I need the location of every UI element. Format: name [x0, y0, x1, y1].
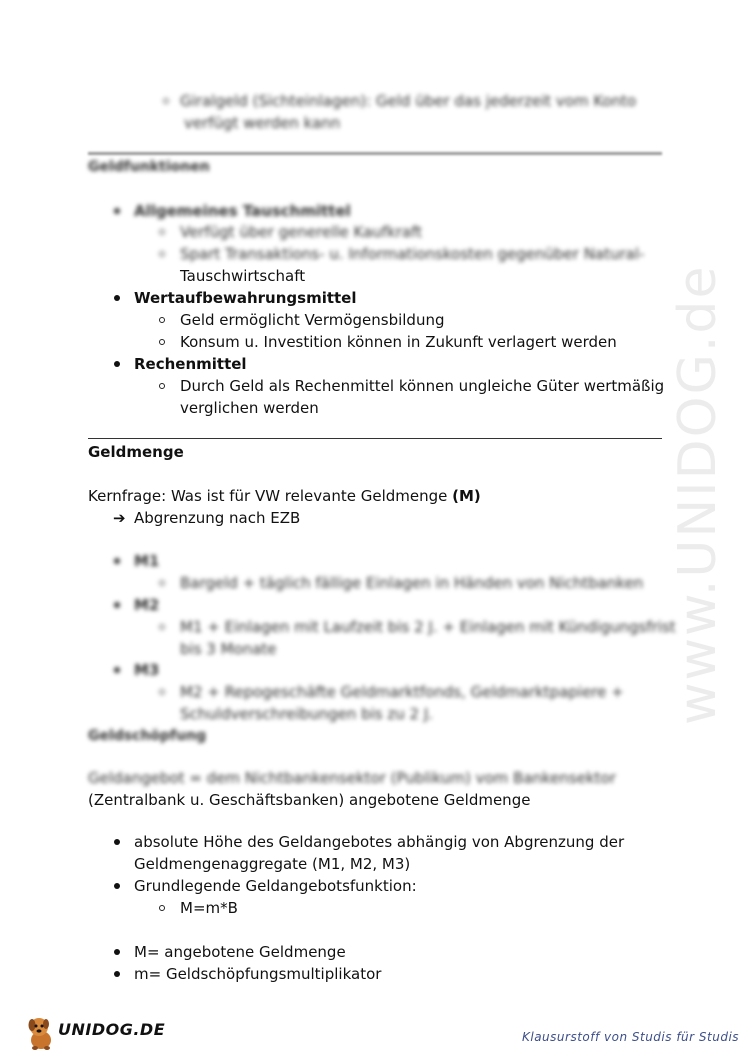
footer-slogan: Klausurstoff von Studis für Studis — [522, 1030, 740, 1044]
list-item: absolute Höhe des Geldangebotes abhängig von Abgrenzung der — [134, 833, 625, 851]
circle-bullet-icon — [159, 229, 165, 235]
bullet-icon — [114, 295, 120, 301]
bullet-icon — [114, 883, 120, 889]
sub-item: M2 + Repogeschäfte Geldmarktfonds, Geldmarktpapiere + — [180, 683, 624, 701]
sub-item: M=m*B — [180, 899, 238, 917]
circle-bullet-icon — [159, 689, 165, 695]
list-item: M3 — [134, 661, 160, 679]
circle-bullet-icon — [159, 251, 165, 257]
circle-bullet-icon — [159, 624, 165, 630]
bullet-icon — [114, 667, 120, 673]
list-item: Grundlegende Geldangebotsfunktion: — [134, 877, 417, 895]
text-line: (Zentralbank u. Geschäftsbanken) angebotene Geldmenge — [88, 791, 531, 809]
bullet-icon — [114, 602, 120, 608]
section-heading: Geldschöpfung — [88, 728, 207, 744]
circle-bullet-icon — [159, 339, 165, 345]
question-text: Kernfrage: Was ist für VW relevante Geldmenge — [88, 487, 453, 505]
divider — [88, 152, 662, 155]
question-bold: (M) — [452, 487, 481, 505]
circle-bullet-icon — [159, 580, 165, 586]
bullet-icon — [114, 558, 120, 564]
divider — [88, 438, 662, 439]
sub-item-continued: Tauschwirtschaft — [180, 267, 306, 285]
circle-bullet-icon — [163, 98, 169, 104]
question-line — [88, 486, 481, 506]
list-item: M1 — [134, 552, 160, 570]
bullet-icon — [114, 949, 120, 955]
logo-text: UNIDOG.DE — [58, 1020, 166, 1039]
sub-item: Bargeld + täglich fällige Einlagen in Händen von Nichtbanken — [180, 574, 644, 592]
bullet-icon — [114, 971, 120, 977]
sub-item: Spart Transaktions- u. Informationskosten gegenüber Natural- — [180, 245, 645, 263]
circle-bullet-icon — [159, 317, 165, 323]
sub-item: Durch Geld als Rechenmittel können ungleiche Güter wertmäßig — [180, 377, 665, 395]
circle-bullet-icon — [159, 383, 165, 389]
bullet-icon — [114, 839, 120, 845]
list-item: Rechenmittel — [134, 355, 247, 373]
bullet-icon — [114, 361, 120, 367]
section-heading: Geldfunktionen — [88, 159, 210, 175]
sub-item: M1 + Einlagen mit Laufzeit bis 2 J. + Einlagen mit Kündigungsfrist — [180, 618, 676, 636]
text-line: verfügt werden kann — [184, 114, 341, 132]
text-line: Giralgeld (Sichteinlagen): Geld über das jederzeit vom Konto — [180, 92, 637, 110]
list-item-continued: Geldmengenaggregate (M1, M2, M3) — [134, 855, 411, 873]
text-line: Geldangebot = dem Nichtbankensektor (Publikum) vom Bankensektor — [88, 769, 616, 787]
sub-item: Verfügt über generelle Kaufkraft — [180, 223, 423, 241]
list-item: Wertaufbewahrungsmittel — [134, 289, 357, 307]
sub-item-continued: verglichen werden — [180, 399, 319, 417]
sub-item-continued: Schuldverschreibungen bis zu 2 J. — [180, 705, 434, 723]
sub-item-continued: bis 3 Monate — [180, 640, 277, 658]
list-item: m= Geldschöpfungsmultiplikator — [134, 965, 382, 983]
watermark-text: www.UNIDOG.de — [668, 264, 728, 725]
arrow-right-icon: ➔ — [113, 509, 126, 527]
bullet-icon — [114, 208, 120, 214]
arrow-text: Abgrenzung nach EZB — [134, 509, 301, 527]
section-heading: Geldmenge — [88, 443, 184, 461]
sub-item: Geld ermöglicht Vermögensbildung — [180, 311, 445, 329]
logo — [24, 1013, 166, 1053]
circle-bullet-icon — [159, 905, 165, 911]
list-item: M2 — [134, 596, 160, 614]
sub-item: Konsum u. Investition können in Zukunft verlagert werden — [180, 333, 617, 351]
dog-mascot-icon — [24, 1013, 58, 1053]
list-item: M= angebotene Geldmenge — [134, 943, 346, 961]
list-item: Allgemeines Tauschmittel — [134, 202, 351, 220]
